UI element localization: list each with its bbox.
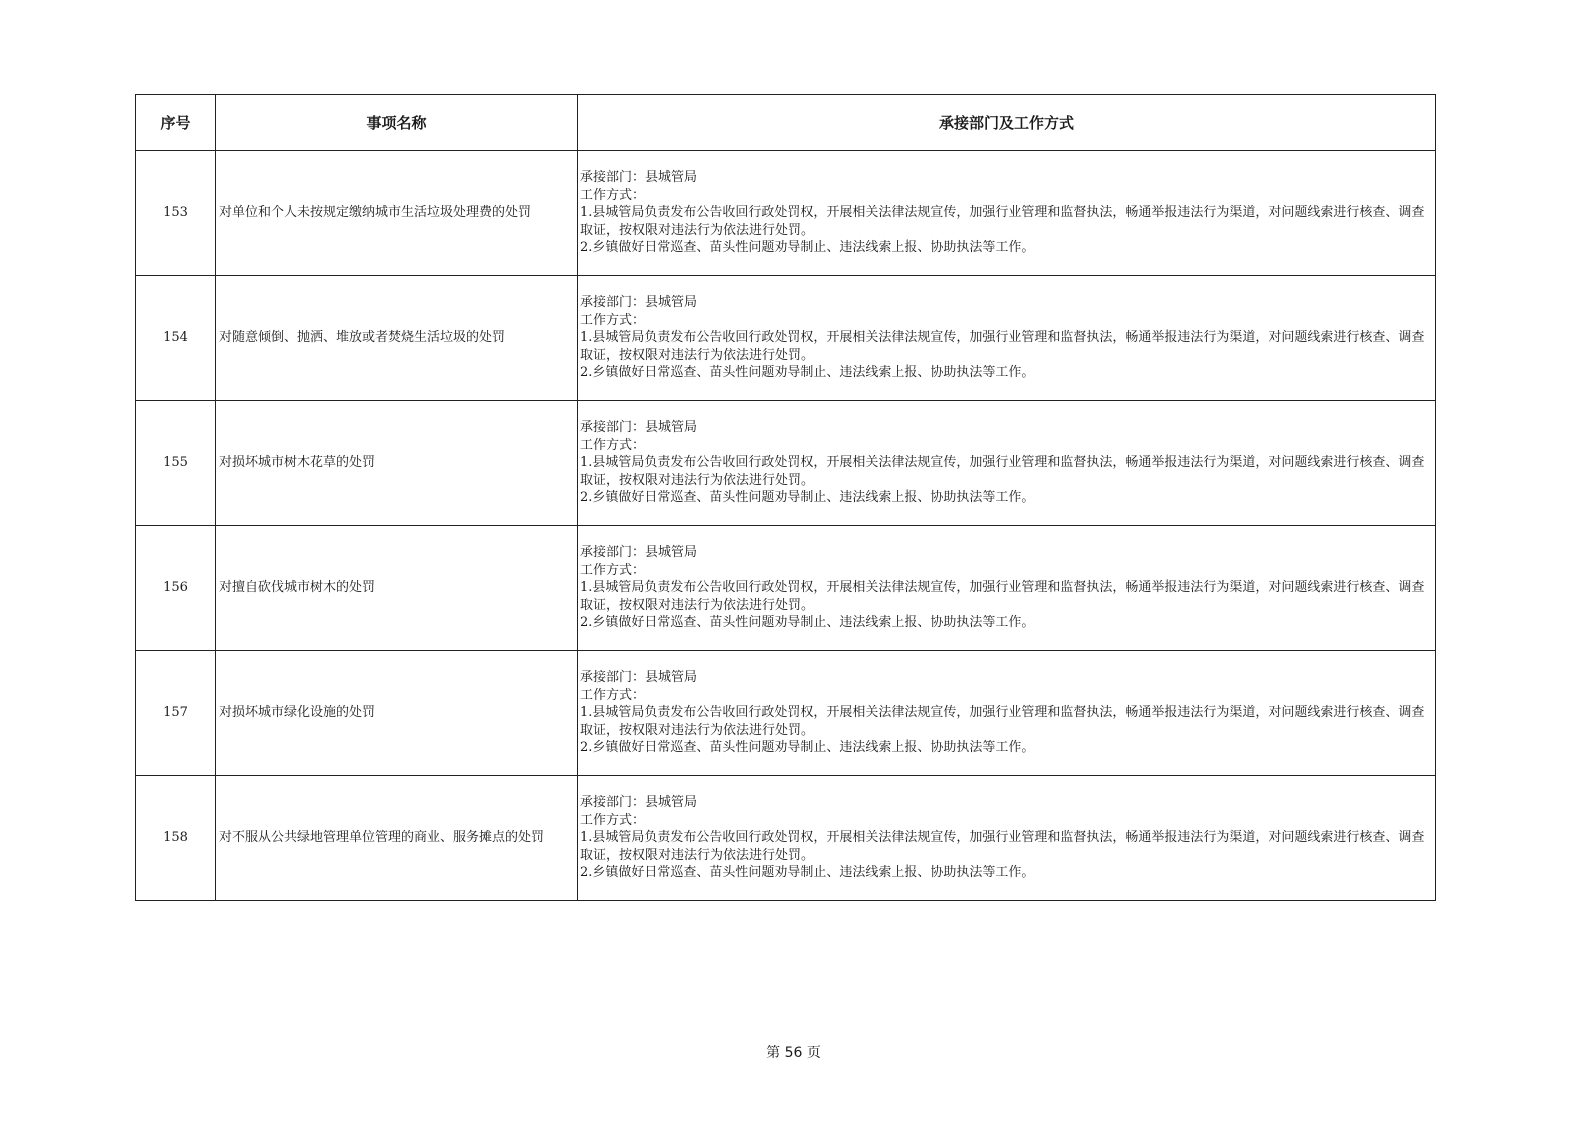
row-item-name: 对随意倾倒、抛洒、堆放或者焚烧生活垃圾的处罚 <box>216 276 578 401</box>
row-item-name: 对擅自砍伐城市树木的处罚 <box>216 526 578 651</box>
row-method-label: 工作方式： <box>580 312 646 328</box>
row-serial-number: 153 <box>136 151 216 276</box>
row-item-name: 对损坏城市绿化设施的处罚 <box>216 651 578 776</box>
row-method-step-1: 1.县城管局负责发布公告收回行政处罚权，开展相关法律法规宣传，加强行业管理和监督执法，畅通举报违法行为渠道，对问题线索进行核查、调查取证，按权限对违法行为依法进行处罚。 <box>580 580 1425 613</box>
row-serial-number: 156 <box>136 526 216 651</box>
row-item-name: 对损坏城市树木花草的处罚 <box>216 401 578 526</box>
row-method-step-2: 2.乡镇做好日常巡查、苗头性问题劝导制止、违法线索上报、协助执法等工作。 <box>580 740 1035 756</box>
row-method-step-1: 1.县城管局负责发布公告收回行政处罚权，开展相关法律法规宣传，加强行业管理和监督执法，畅通举报违法行为渠道，对问题线索进行核查、调查取证，按权限对违法行为依法进行处罚。 <box>580 830 1425 863</box>
row-method-step-2: 2.乡镇做好日常巡查、苗头性问题劝导制止、违法线索上报、协助执法等工作。 <box>580 240 1035 256</box>
row-item-name: 对不服从公共绿地管理单位管理的商业、服务摊点的处罚 <box>216 776 578 901</box>
table-row <box>136 401 1436 526</box>
header-serial-number: 序号 <box>136 95 216 151</box>
row-method-label: 工作方式： <box>580 812 646 828</box>
table-header-row <box>136 95 1436 151</box>
row-method-step-2: 2.乡镇做好日常巡查、苗头性问题劝导制止、违法线索上报、协助执法等工作。 <box>580 865 1035 881</box>
row-method-step-1: 1.县城管局负责发布公告收回行政处罚权，开展相关法律法规宣传，加强行业管理和监督执法，畅通举报违法行为渠道，对问题线索进行核查、调查取证，按权限对违法行为依法进行处罚。 <box>580 330 1425 363</box>
table-row <box>136 776 1436 901</box>
table-row <box>136 151 1436 276</box>
row-department-label: 承接部门：县城管局 <box>580 670 698 686</box>
row-department-method <box>578 526 1436 651</box>
row-method-step-1: 1.县城管局负责发布公告收回行政处罚权，开展相关法律法规宣传，加强行业管理和监督执法，畅通举报违法行为渠道，对问题线索进行核查、调查取证，按权限对违法行为依法进行处罚。 <box>580 705 1425 738</box>
table-row <box>136 651 1436 776</box>
table-row <box>136 526 1436 651</box>
header-item-name: 事项名称 <box>216 95 578 151</box>
row-method-label: 工作方式： <box>580 687 646 703</box>
row-department-method <box>578 276 1436 401</box>
table-body <box>136 151 1436 901</box>
header-department-method: 承接部门及工作方式 <box>578 95 1436 151</box>
row-method-label: 工作方式： <box>580 437 646 453</box>
row-method-step-2: 2.乡镇做好日常巡查、苗头性问题劝导制止、违法线索上报、协助执法等工作。 <box>580 490 1035 506</box>
row-method-step-2: 2.乡镇做好日常巡查、苗头性问题劝导制止、违法线索上报、协助执法等工作。 <box>580 615 1035 631</box>
row-department-label: 承接部门：县城管局 <box>580 170 698 186</box>
row-serial-number: 155 <box>136 401 216 526</box>
row-method-step-2: 2.乡镇做好日常巡查、苗头性问题劝导制止、违法线索上报、协助执法等工作。 <box>580 365 1035 381</box>
row-method-step-1: 1.县城管局负责发布公告收回行政处罚权，开展相关法律法规宣传，加强行业管理和监督执法，畅通举报违法行为渠道，对问题线索进行核查、调查取证，按权限对违法行为依法进行处罚。 <box>580 205 1425 238</box>
row-department-method <box>578 401 1436 526</box>
row-department-method <box>578 651 1436 776</box>
row-department-method <box>578 776 1436 901</box>
row-serial-number: 158 <box>136 776 216 901</box>
row-department-label: 承接部门：县城管局 <box>580 795 698 811</box>
row-department-method <box>578 151 1436 276</box>
page-number: 第 56 页 <box>766 1045 821 1061</box>
row-department-label: 承接部门：县城管局 <box>580 295 698 311</box>
row-method-label: 工作方式： <box>580 187 646 203</box>
row-serial-number: 154 <box>136 276 216 401</box>
table-row <box>136 276 1436 401</box>
row-serial-number: 157 <box>136 651 216 776</box>
row-method-label: 工作方式： <box>580 562 646 578</box>
row-department-label: 承接部门：县城管局 <box>580 545 698 561</box>
row-item-name: 对单位和个人未按规定缴纳城市生活垃圾处理费的处罚 <box>216 151 578 276</box>
row-method-step-1: 1.县城管局负责发布公告收回行政处罚权，开展相关法律法规宣传，加强行业管理和监督执法，畅通举报违法行为渠道，对问题线索进行核查、调查取证，按权限对违法行为依法进行处罚。 <box>580 455 1425 488</box>
row-department-label: 承接部门：县城管局 <box>580 420 698 436</box>
items-table <box>135 94 1436 901</box>
